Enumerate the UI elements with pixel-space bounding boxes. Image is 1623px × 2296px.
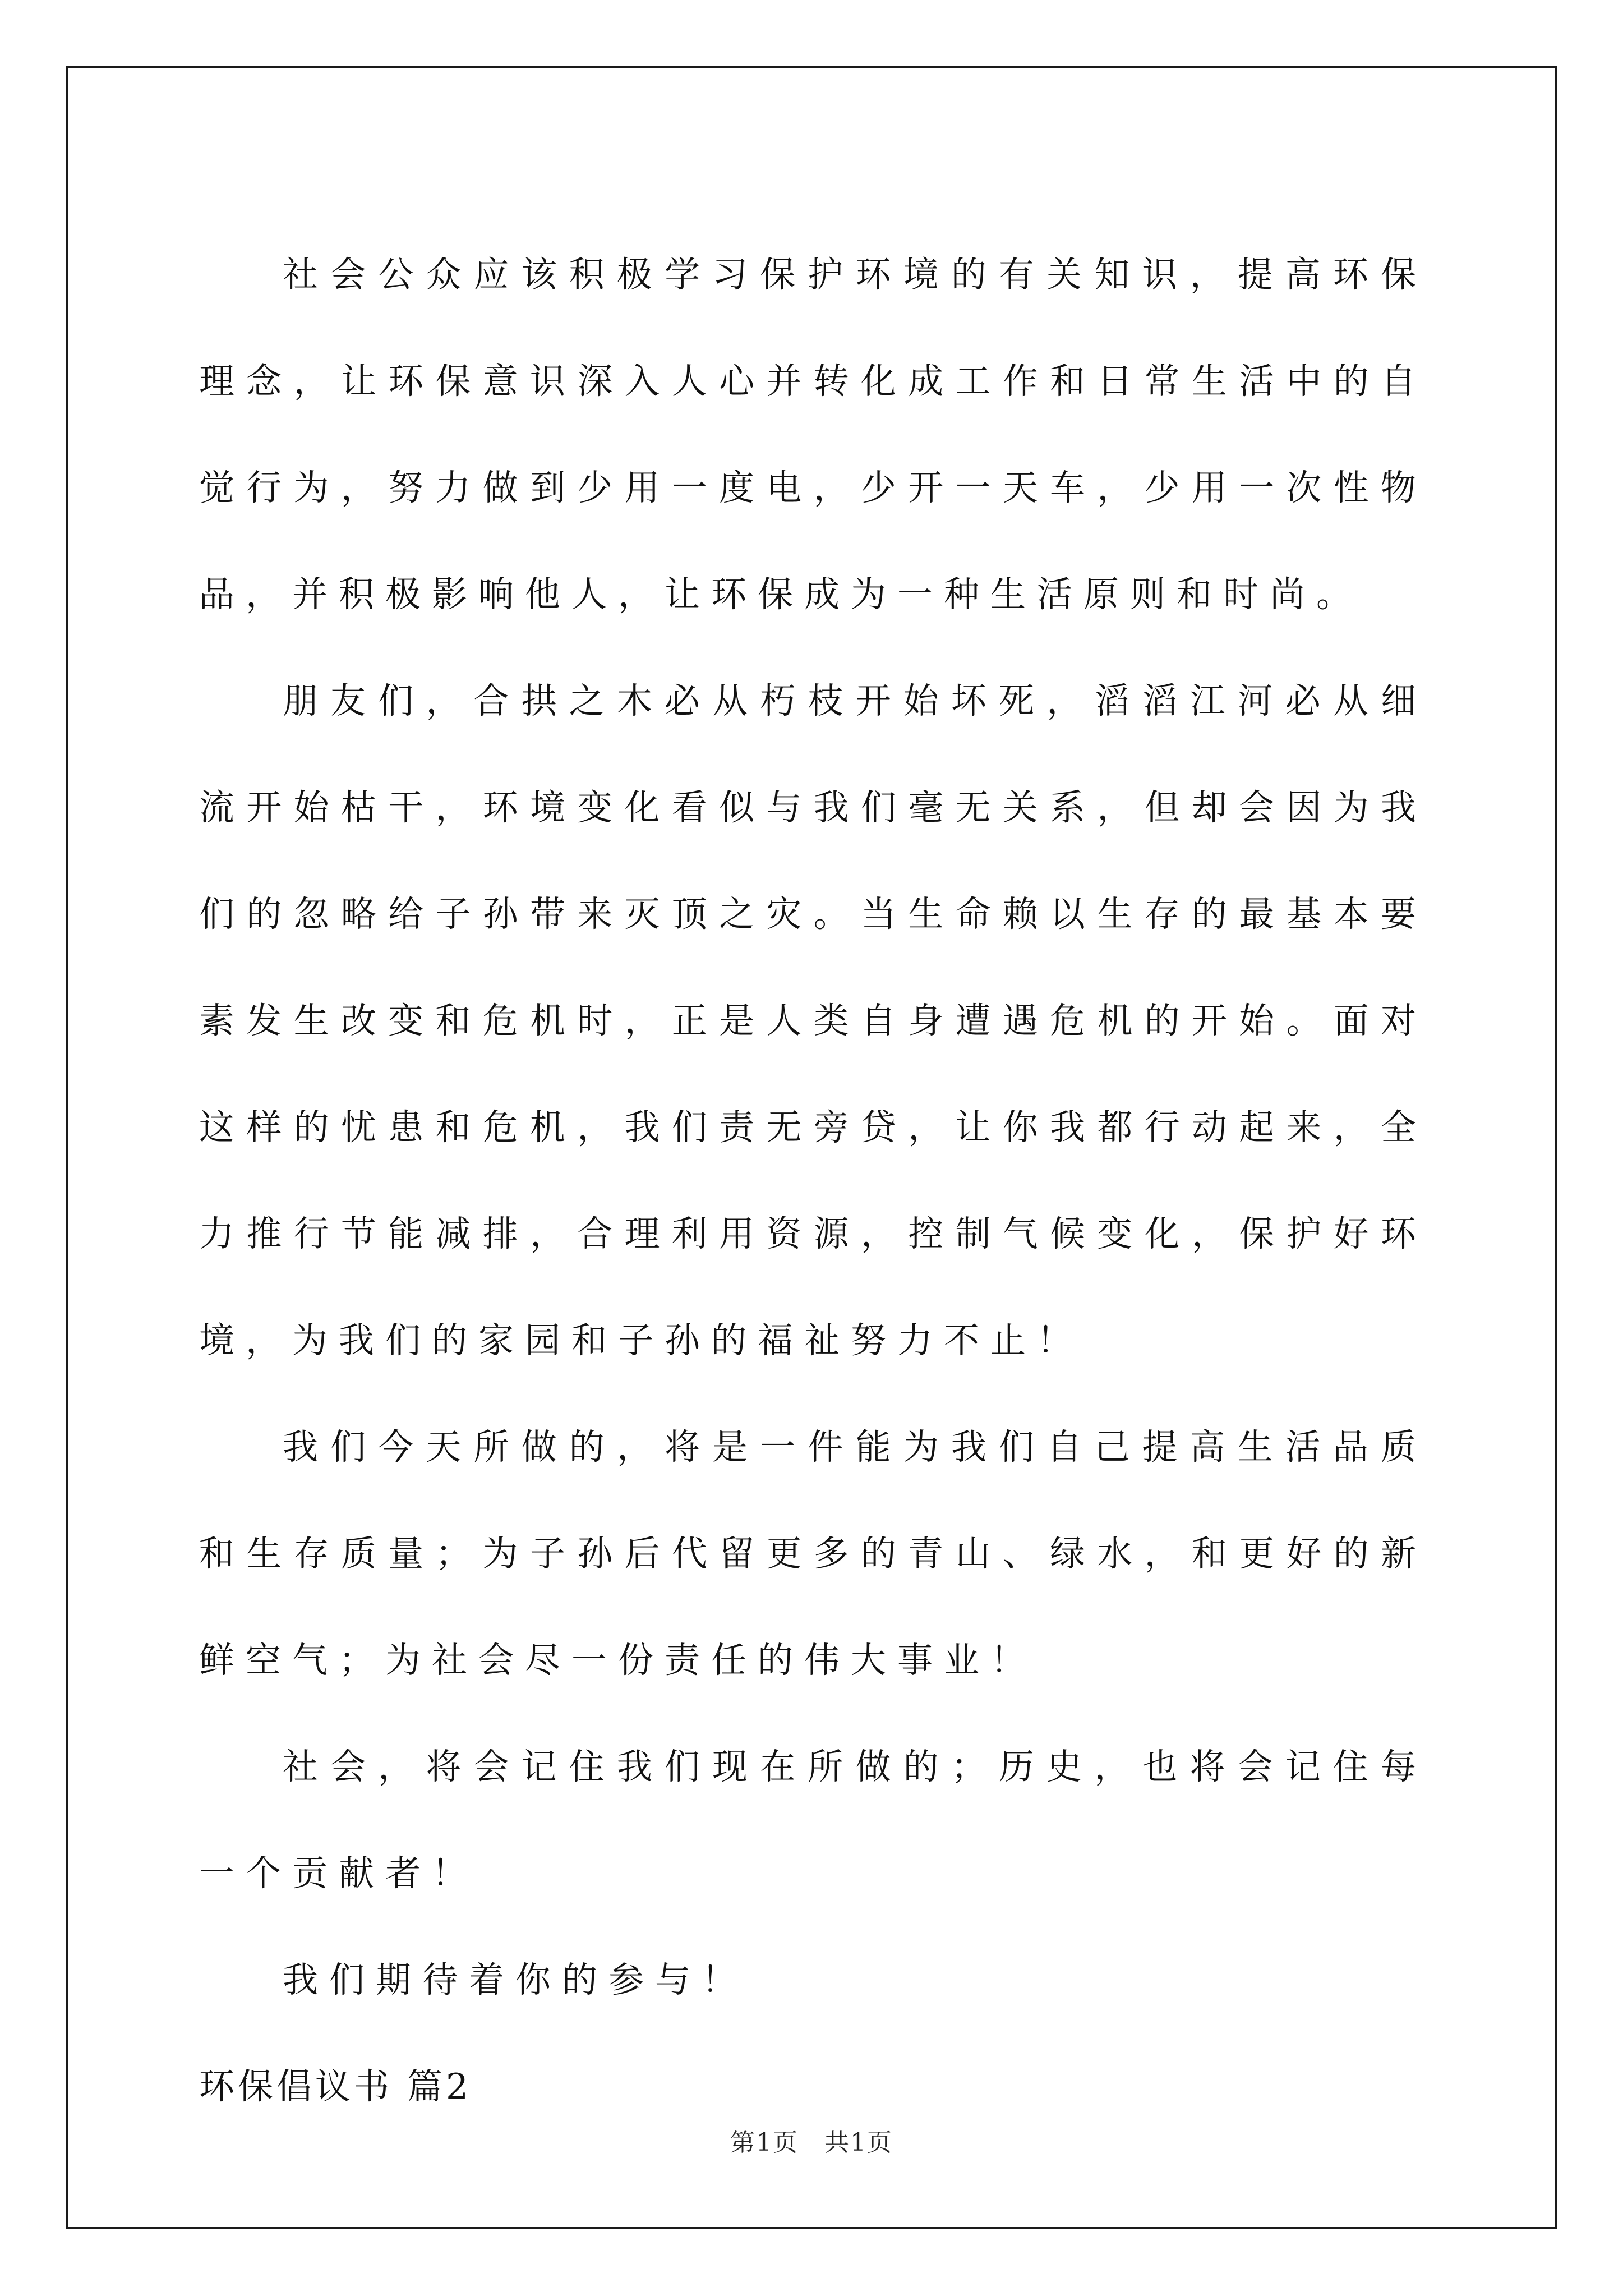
paragraph-1: 社会公众应该积极学习保护环境的有关知识，提高环保理念，让环保意识深入人心并转化成工作和日常生活中的自觉行为，努力做到少用一度电，少开一天车，少用一次性物品，并积极影响他人，让环保成为一种生活原则和时尚。 (199, 254, 1427, 615)
section-title: 环保倡议书 篇2 (199, 2066, 472, 2107)
paragraph-3: 我们今天所做的，将是一件能为我们自己提高生活品质和生存质量；为子孙后代留更多的青山、绿水，和更好的新鲜空气；为社会尽一份责任的伟大事业！ (199, 1427, 1427, 1681)
paragraph-5: 我们期待着你的参与！ (283, 1959, 748, 2000)
paragraph-2: 朋友们，合拱之木必从朽枝开始坏死，滔滔江河必从细流开始枯干，环境变化看似与我们毫无关系，但却会因为我们的忽略给子孙带来灭顶之灾。当生命赖以生存的最基本要素发生改变和危机时，正是人类自身遭遇危机的开始。面对这样的忧患和危机，我们责无旁贷，让你我都行动起来，全力推行节能减排，合理利用资源，控制气候变化，保护好环境，为我们的家园和子孙的福祉努力不止！ (199, 680, 1427, 1361)
page-footer: 第1页 共1页 (730, 2128, 893, 2157)
document-body (199, 222, 1427, 2140)
paragraph-4: 社会，将会记住我们现在所做的；历史，也将会记住每一个贡献者！ (199, 1746, 1427, 1894)
